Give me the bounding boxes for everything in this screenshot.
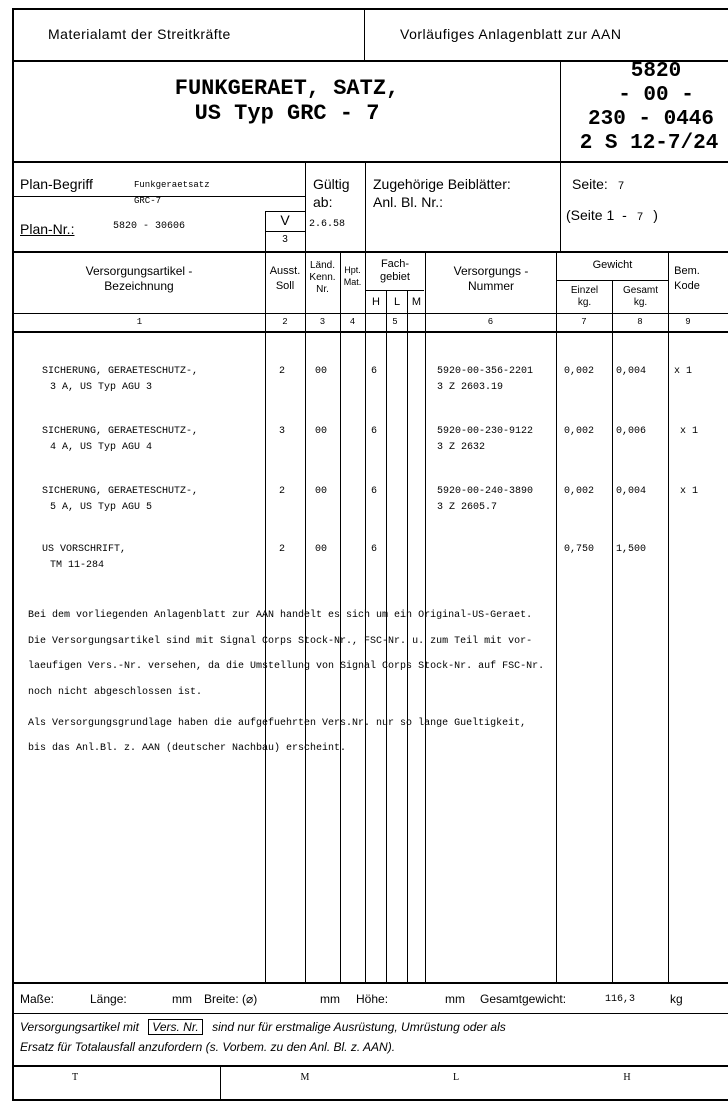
footnote-part-1: Versorgungsartikel mit (20, 1020, 139, 1034)
line-plan-divider (305, 162, 306, 252)
colhead-hpt-2: Mat. (343, 277, 362, 287)
colhead-laend (305, 260, 340, 296)
line-footnote-top (12, 1013, 728, 1014)
masse-mm-1: mm (172, 992, 192, 1006)
row-1-gesamt: 0,004 (616, 366, 647, 377)
colhead-bezeichnung-2: Bezeichnung (104, 279, 174, 293)
line-v-box-mid (265, 231, 305, 232)
bottom-m: M (300, 1072, 310, 1083)
colhead-gewicht: Gewicht (592, 259, 633, 271)
colhead-laend-3: Nr. (316, 284, 329, 295)
colhead-vnr-2: Nummer (467, 279, 514, 293)
number-line-2: - 00 - (618, 84, 694, 107)
colhead-hpt-1: Hpt. (344, 265, 361, 275)
seite-range-close: ) (653, 207, 658, 223)
bottom-h: H (623, 1072, 631, 1083)
line-header-numbers-top (12, 313, 728, 314)
note-line-1: Bei dem vorliegenden Anlagenblatt zur AAN handelt es sich um ein Original-US-Geraet. (28, 610, 533, 621)
note-line-2: Die Versorgungsartikel sind mit Signal Corps Stock-Nr., FSC-Nr. u. zum Teil mit vor- (28, 636, 533, 647)
masse-laenge: Länge: (90, 992, 127, 1006)
gueltig-label-1: Gültig (313, 176, 350, 192)
row-1-vnr-2: 3 Z 2603.19 (437, 382, 504, 393)
seite-range (566, 207, 658, 224)
masse-mm-2: mm (320, 992, 340, 1006)
row-3-bem: x 1 (680, 486, 699, 497)
beiblaetter-label-1: Zugehörige Beiblätter: (373, 176, 511, 192)
colnum-3: 3 (319, 317, 326, 327)
plan-begriff-label: Plan-Begriff (20, 176, 93, 192)
row-2-vnr-2: 3 Z 2632 (437, 442, 486, 453)
seite-range-open: (Seite (566, 207, 603, 223)
row-4-fach: 6 (371, 544, 378, 555)
number-line-3: 230 - 0446 (587, 108, 715, 131)
number-line-1: 5820 (630, 60, 682, 83)
colhead-fach-l: L (393, 296, 401, 308)
colhead-einzel (557, 285, 612, 309)
colhead-ausst-2: Soll (275, 280, 295, 292)
frame-left-border (12, 8, 14, 1101)
row-1-bem: x 1 (674, 366, 693, 377)
row-1-desc-2: 3 A, US Typ AGU 3 (50, 382, 153, 393)
row-1-laend: 00 (314, 366, 327, 377)
colhead-gesamt-2: kg. (633, 297, 648, 308)
colhead-gesamt (613, 285, 668, 309)
masse-label: Maße: (20, 992, 55, 1006)
gueltig-value: 2.6.58 (309, 219, 346, 230)
colnum-5: 5 (392, 317, 398, 327)
colhead-ausst (265, 264, 305, 294)
line-masse-top (12, 982, 728, 984)
header-right: Vorläufiges Anlagenblatt zur AAN (400, 26, 622, 42)
footnote-line-2: Ersatz für Totalausfall anzufordern (s. Vorbem. zu den Anl. Bl. z. AAN). (20, 1040, 396, 1054)
header-left: Materialamt der Streitkräfte (48, 26, 231, 42)
masse-kg: kg (670, 992, 683, 1006)
colhead-laend-2: Kenn. (309, 272, 336, 283)
colhead-einzel-1: Einzel (570, 285, 599, 296)
line-plan-bottom (12, 251, 728, 253)
note-line-3: laeufigen Vers.-Nr. versehen, da die Umstellung von Signal Corps Stock-Nr. auf FSC-Nr. (28, 661, 545, 672)
row-4-gesamt: 1,500 (616, 544, 647, 555)
line-bottom-row-top (12, 1065, 728, 1067)
title-line-1: FUNKGERAET, SATZ, (174, 76, 400, 101)
masse-hoehe: Höhe: (356, 992, 389, 1006)
col-line-einzel (556, 252, 557, 982)
frame-top-border (12, 8, 728, 10)
colhead-gesamt-1: Gesamt (622, 285, 658, 296)
colnum-7: 7 (581, 317, 587, 327)
masse-gesamtgewicht: Gesamtgewicht: (480, 992, 567, 1006)
colhead-vnr-1: Versorgungs - (453, 264, 529, 278)
line-header-numbers-bottom (12, 331, 728, 333)
row-4-laend: 00 (314, 544, 327, 555)
title-line-2: US Typ GRC - 7 (194, 101, 380, 126)
plan-nr-value: 5820 - 30606 (113, 221, 186, 232)
line-title-divider (560, 60, 561, 162)
row-2-vnr-1: 5920-00-230-9122 (437, 426, 534, 437)
colhead-hpt (340, 264, 365, 288)
line-fach-sub (366, 290, 424, 291)
row-1-einzel: 0,002 (564, 366, 595, 377)
footnote-line-1 (20, 1020, 506, 1034)
line-header-divider (364, 8, 365, 60)
note-line-6: bis das Anl.Bl. z. AAN (deutscher Nachbau) erscheint. (28, 743, 347, 754)
colnum-8: 8 (637, 317, 643, 327)
row-3-laend: 00 (314, 486, 327, 497)
colnum-6: 6 (487, 317, 494, 327)
colhead-fach-2: gebiet (380, 271, 410, 283)
colhead-einzel-2: kg. (577, 297, 592, 308)
number-line-4: 2 S 12-7/24 (579, 132, 719, 155)
masse-mm-3: mm (445, 992, 465, 1006)
colnum-2: 2 (282, 317, 288, 327)
line-bottom-div-1 (220, 1066, 221, 1100)
row-3-desc-2: 5 A, US Typ AGU 5 (50, 502, 153, 513)
row-2-fach: 6 (371, 426, 378, 437)
row-3-gesamt: 0,004 (616, 486, 647, 497)
seite-value: 7 (617, 181, 625, 193)
colhead-bem (669, 264, 705, 294)
colhead-vnr (426, 264, 556, 294)
plan-nr-label: Plan-Nr.: (20, 221, 75, 237)
colhead-fach-1: Fach- (380, 258, 410, 270)
number-block (562, 60, 728, 156)
row-3-desc-1: SICHERUNG, GERAETESCHUTZ-, (42, 486, 199, 497)
beiblaetter-label-2: Anl. Bl. Nr.: (373, 194, 444, 210)
row-3-vnr-1: 5920-00-240-3890 (437, 486, 534, 497)
row-1-vnr-1: 5920-00-356-2201 (437, 366, 534, 377)
note-line-5: Als Versorgungsgrundlage haben die aufgefuehrten Vers.Nr. nur so lange Gueltigkeit, (28, 718, 527, 729)
row-1-fach: 6 (371, 366, 378, 377)
plan-begriff-value-1: Funkgeraetsatz (134, 180, 210, 190)
colhead-fach-m: M (411, 296, 422, 308)
colhead-bem-2: Kode (674, 280, 700, 292)
item-title (14, 76, 560, 126)
row-2-soll: 3 (278, 426, 285, 437)
note-line-4: noch nicht abgeschlossen ist. (28, 687, 203, 698)
footnote-boxed: Vers. Nr. (148, 1019, 202, 1035)
row-3-fach: 6 (371, 486, 378, 497)
row-3-vnr-2: 3 Z 2605.7 (437, 502, 498, 513)
row-2-einzel: 0,002 (564, 426, 595, 437)
col-line-gesamt (612, 280, 613, 982)
seite-range-dash: - (622, 207, 627, 223)
seite-range-to: 7 (636, 212, 644, 224)
masse-gesamtgewicht-value: 116,3 (605, 994, 636, 1005)
colhead-bezeichnung (14, 264, 264, 294)
colnum-9: 9 (685, 317, 691, 327)
masse-breite: Breite: (⌀) (204, 992, 258, 1006)
line-seite-divider (560, 162, 561, 252)
row-2-desc-1: SICHERUNG, GERAETESCHUTZ-, (42, 426, 199, 437)
col-line-bem (668, 252, 669, 982)
row-4-einzel: 0,750 (564, 544, 595, 555)
gueltig-label-2: ab: (313, 194, 333, 210)
colhead-bem-1: Bem. (674, 265, 700, 277)
line-title-bottom (12, 161, 728, 163)
plan-v-value: 3 (282, 234, 288, 245)
colhead-fach (366, 258, 424, 284)
row-1-desc-1: SICHERUNG, GERAETESCHUTZ-, (42, 366, 199, 377)
footnote-part-2: sind nur für erstmalige Ausrüstung, Umrüstung oder als (212, 1020, 506, 1034)
row-2-desc-2: 4 A, US Typ AGU 4 (50, 442, 153, 453)
row-2-bem: x 1 (680, 426, 699, 437)
colhead-laend-1: Länd. (309, 260, 336, 271)
bottom-t: T (71, 1072, 79, 1083)
colhead-bezeichnung-1: Versorgungsartikel - (85, 264, 193, 278)
row-2-gesamt: 0,006 (616, 426, 647, 437)
row-4-desc-1: US VORSCHRIFT, (42, 544, 127, 555)
colhead-ausst-1: Ausst. (269, 265, 301, 277)
bottom-l: L (452, 1072, 460, 1083)
row-3-einzel: 0,002 (564, 486, 595, 497)
frame-bottom-border (12, 1099, 728, 1101)
seite-label (572, 176, 624, 193)
plan-v-label: V (280, 212, 290, 228)
row-1-soll: 2 (278, 366, 285, 377)
row-4-desc-2: TM 11-284 (50, 560, 105, 571)
row-3-soll: 2 (278, 486, 285, 497)
colnum-1: 1 (136, 317, 143, 327)
colnum-4: 4 (349, 317, 356, 327)
row-2-laend: 00 (314, 426, 327, 437)
colhead-fach-h: H (372, 296, 380, 308)
line-gueltig-divider (365, 162, 366, 252)
plan-begriff-value-2: GRC-7 (134, 196, 162, 206)
seite-range-from: 1 (606, 207, 615, 223)
row-4-soll: 2 (278, 544, 285, 555)
seite-label-text: Seite: (572, 176, 608, 192)
